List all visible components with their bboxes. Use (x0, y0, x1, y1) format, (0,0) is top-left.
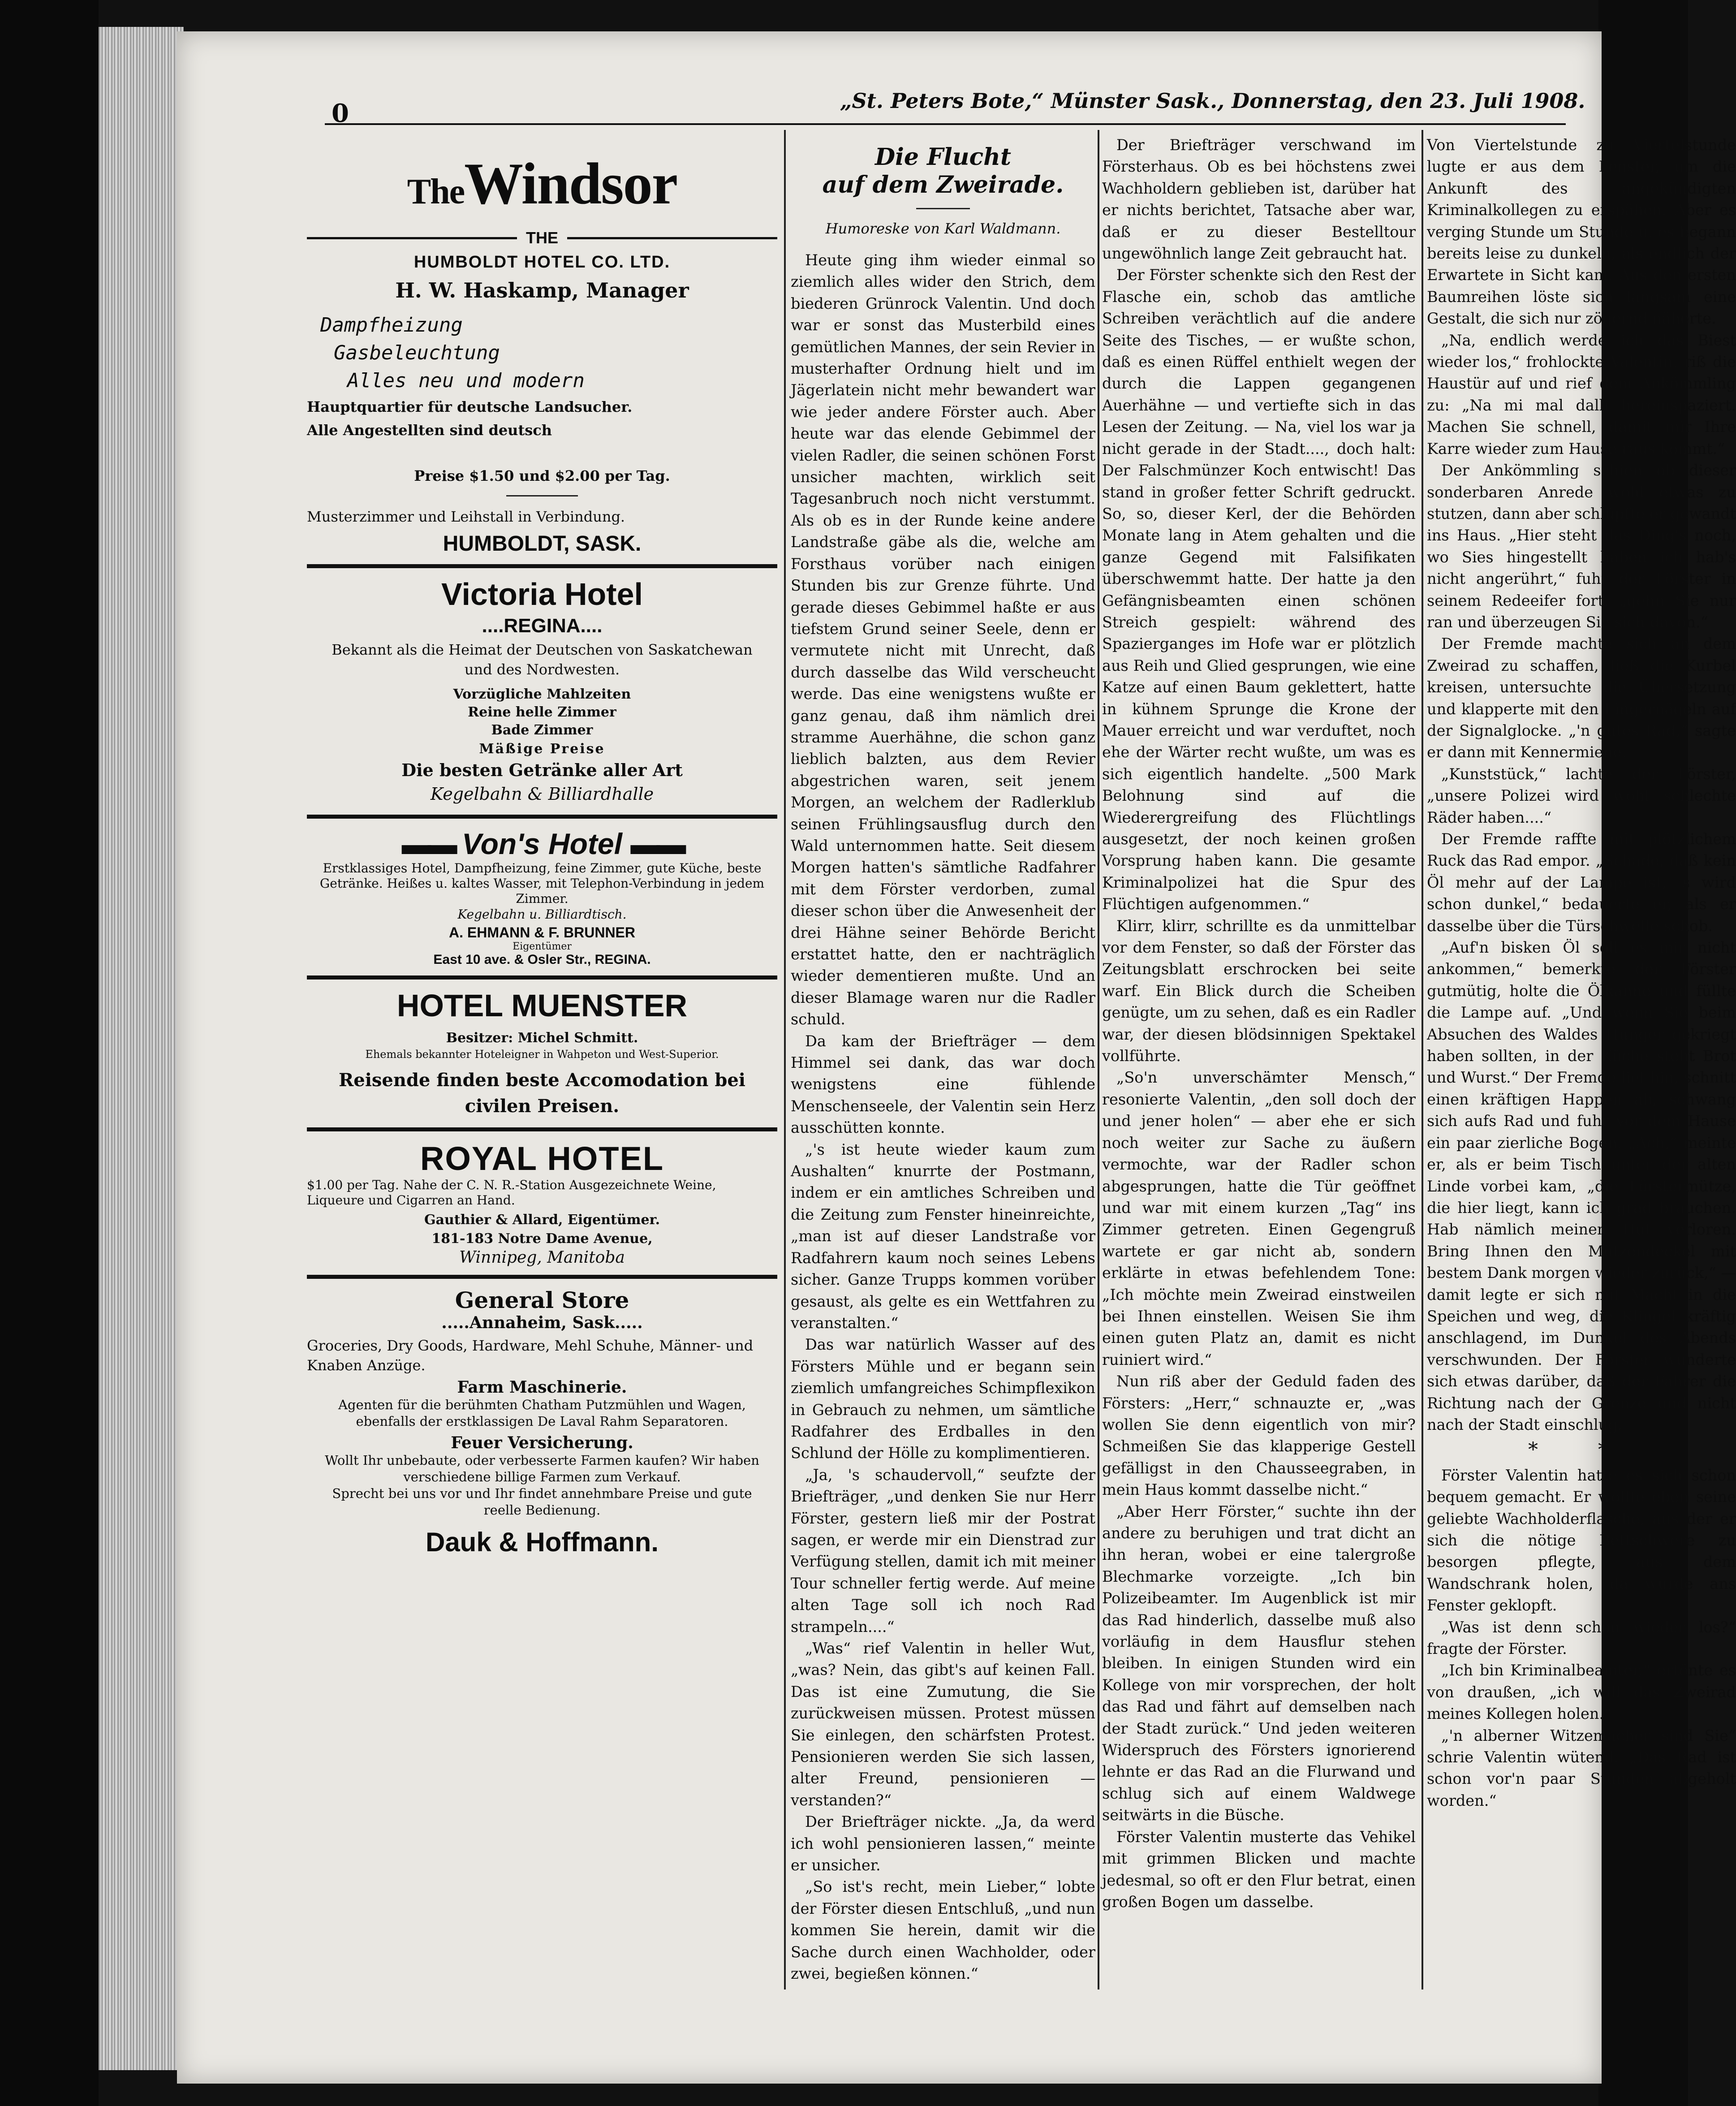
article-title: Die Flucht auf dem Zweirade. (822, 143, 1064, 199)
victoria-last: Kegelbahn & Billiardhalle (430, 784, 654, 804)
windsor-prices: Preise $1.50 und $2.00 per Tag. (414, 467, 670, 484)
store-goods: Groceries, Dry Goods, Hardware, Mehl Schuhe, Männer- und Knaben Anzüge. (307, 1337, 754, 1374)
windsor-hand-line: Gasbeleuchtung (334, 341, 500, 364)
victoria-city: ....REGINA.... (482, 615, 603, 637)
column-rule (784, 130, 786, 1989)
paragraph: Heute ging ihm wieder einmal so ziemlich alles wider den Strich, dem biederen Grünrock Valentin. Und doch war er sonst das Musterbild eines gemütlichen Mannes, der sein Revier in musterhafter Ordnung hielt und im Jägerlatein nicht mehr bewandert war wie jeder andere Förster auch. Aber heute war das elende Gebimmel der vielen Radler, die seinen schönen Forst unsicher machten, wirklich seit Tagesanbruch noch nicht verstummt. Als ob es in der Runde keine andere Landstraße gäbe als die, welche am Forsthaus vorüber nach einigen Stunden bis zur Grenze führte. Und gerade dieses Gebimmel haßte er aus tiefstem Grund seiner Seele, denn er vermutete nicht mit Unrecht, daß durch dasselbe das Wild verscheucht werde. Das eine wenigstens wußte er ganz genau, daß ihm nämlich drei stramme Auerhähne, die schon ganz lieblich balzten, aus dem Revier abgestrichen waren, seit jenem Morgen, an welchem der Radlerklub seinen Frühlingsausflug durch den Wald unternommen hatte. Seit diesem Morgen hatten's sämtliche Radfahrer mit dem Förster verdorben, zumal dieser schon über die Anwesenheit der drei Hähne seiner Behörde Bericht erstattet hatte, den er nachträglich wieder dementieren mußte. Und an dieser Blamage waren nur die Radler schuld. (791, 251, 1095, 1028)
victoria-title: Victoria Hotel (441, 577, 643, 612)
store-title: General Store (455, 1287, 629, 1313)
paragraph: „'s ist heute wieder kaum zum Aushalten“ knurrte der Postmann, indem er ein amtliches Schreiben und die Zeitung zum Fenster hineinreichte, „man ist auf dieser Landstraße vor Radfahrern kaum noch seines Lebens sicher. Ganze Trupps kommen vorüber gesaust, als gelte es ein Wettfahren zu veranstalten.“ (791, 1140, 1095, 1332)
paragraph: „Aber Herr Förster,“ suchte ihn der andere zu beruhigen und trat dicht an ihn heran, wobei er eine talergroße Blechmarke vorzeigte. „Ich bin Polizeibeamter. Im Augenblick ist mir das Rad hinderlich, dasselbe muß also vorläufig in dem Hausflur stehen bleiben. In einigen Stunden wird ein Kollege von mir vorsprechen, der holt das Rad und fährt auf demselben nach der Stadt zurück.“ Und jeden weiteren Widerspruch des Försters ignorierend lehnte er das Rad an die Flurwand und schlug sich auf einem Waldwege seitwärts in die Büsche. (1102, 1502, 1416, 1824)
paragraph: Förster Valentin musterte das Vehikel mit grimmen Blicken und machte jedesmal, so oft er den Flur betrat, einen großen Bogen um dasselbe. (1102, 1828, 1416, 1911)
windsor-company: HUMBOLDT HOTEL CO. LTD. (414, 253, 671, 272)
windsor-place: HUMBOLDT, SASK. (443, 532, 642, 556)
paragraph: „Was ist denn schon wieder los?“ fragte der Förster. (1427, 1618, 1736, 1658)
ad-separator (307, 975, 777, 980)
muenster-title: HOTEL MUENSTER (396, 988, 688, 1023)
paragraph: „Auf'n bisken Öl soll es mir nicht ankommen,“ bemerkte der Förster gutmütig, holte die Ölkanne und füllte die Lampe auf. „Und wenn Sie beim Absuchen des Waldes Hunger gekriegt haben sollten, in der Küche steht Brot und Wurst.“ Der Fremde lief hin, schnitt einen kräftigen Happen ab, schwang sich aufs Rad und fuhr vor dem Hause ein paar zierliche Bogen. „Ach,“ meinte er, als er beim Tisch unter der alten Linde vorbei kam, „die Förstermütze, die hier liegt, kann ich grad brauchen. Hab nämlich meinen Hut verloren. Bring Ihnen den Mützendeckel mit bestem Dank morgen wieder zurück,“ — damit legte er sich mit Macht in die Speichen und weg, die Klingel kräftig anschlagend, im Dunkel des Abends verschwunden. Der Förster wunderte sich etwas darüber, daß der Fahrer die Richtung nach der Grenze und nicht nach der Stadt einschlug. (1427, 939, 1736, 1433)
paragraph: Förster Valentin hatte es sich schon bequem gemacht. Er wollte eben seine geliebte Wachholderflasche, aus der er sich die nötige Bettschwere zu besorgen pflegte, aus dem Wandschrank holen, da wurde ans Fenster geklopft. (1427, 1466, 1736, 1614)
header-rule (325, 123, 1566, 125)
ad-hotel-muenster (307, 988, 777, 1119)
book-page-edges (99, 27, 184, 2070)
ad-separator (307, 1275, 777, 1279)
vons-address: East 10 ave. & Osler Str., REGINA. (433, 952, 651, 967)
ad-vons-hotel (307, 827, 777, 967)
paragraph: „'n alberner Witzemacher sind Sie“ schrie Valentin wütend. „Das Rad ist schon vor'n paar Stunden abgeholt worden.“ (1427, 1726, 1736, 1809)
film-border-left (0, 0, 99, 2106)
victoria-text: Bekannt als die Heimat der Deutschen von Saskatchewan und des Nordwesten. (332, 641, 753, 678)
paragraph: Klirr, klirr, schrillte es da unmittelbar vor dem Fenster, so daß der Förster das Zeitungsblatt erschrocken bei seite warf. Ein Blick durch die Scheiben genügte, um zu sehen, daß es ein Radler war, der diesen blödsinnigen Spektakel vollführte. (1102, 917, 1416, 1065)
paragraph: Der Fremde machte sich an dem Zweirad zu schaffen, ließ die Kurbel kreisen, untersuchte die Übersetzung und klapperte mit den Fingernägeln auf der Signalglocke. „'n gutes Rad,“ sagte er dann mit Kennermiene. (1427, 635, 1736, 761)
article-text (1427, 134, 1736, 1812)
windsor-line: Alle Angestellten sind deutsch (307, 422, 552, 439)
paragraph: Der Briefträger nickte. „Ja, da werd ich wohl pensionieren lassen,“ meinte er unsicher. (791, 1813, 1095, 1874)
ad-royal-hotel (307, 1139, 777, 1267)
vons-owners: A. EHMANN & F. BRUNNER (449, 924, 635, 941)
store-place: .....Annaheim, Sask..... (441, 1313, 643, 1332)
article-column-3 (1427, 134, 1736, 1981)
page-number: 0 (332, 99, 349, 128)
windsor-title: TheWindsor (407, 151, 677, 216)
paragraph: „So ist's recht, mein Lieber,“ lobte der Förster diesen Entschluß, „und nun kommen Sie herein, damit wir die Sache durch einen Wachholder, oder zwei, begießen können.“ (791, 1878, 1095, 1983)
royal-owners: Gauthier & Allard, Eigentümer. (424, 1212, 660, 1228)
running-head: „St. Peters Bote,“ Münster Sask., Donnerstag, den 23. Juli 1908. (840, 89, 1585, 113)
vons-owners-label: Eigentümer (513, 941, 572, 952)
muenster-former: Ehemals bekannter Hoteleigner in Wahpeton und West-Superior. (365, 1048, 719, 1061)
vons-text: Erstklassiges Hotel, Dampfheizung, feine Zimmer, gute Küche, beste Getränke. Heißes u. kaltes Wasser, mit Telephon-Verbindung in jedem Zimmer. (319, 861, 765, 906)
paragraph: Der Ankömmling schien ob dieser sonderbaren Anrede wohl etwas zu stutzen, dann aber schlüpfte er gewandt ins Haus. „Hier steht das Ding's noch, wo Sies hingestellt haben ich hab's nicht angerührt,“ fuhr der Förster in seinem Redeeifer fort, „gehn Sie nur ran und überzeugen Sie sich davon.“ (1427, 462, 1736, 631)
store-fire-title: Feuer Versicherung. (451, 1433, 633, 1452)
section-stars: * * (1528, 1438, 1635, 1462)
paragraph: Der Förster schenkte sich den Rest der Flasche ein, schob das amtliche Schreiben verächtlich auf die andere Seite des Tisches, — er wußte schon, daß es einen Rüffel enthielt wegen der durch die Lappen gegangenen Auerhähne — und vertiefte sich in das Lesen der Zeitung. — Na, viel los war ja nicht gerade in der Stadt...., doch halt: Der Falschmünzer Koch entwischt! Das stand in großer fetter Schrift gedruckt. So, so, dieser Kerl, der die Behörden Monate lang in Atem gehalten und die ganze Gegend mit Falsifikaten überschwemmt hatte. Der hatte ja den Gefängnisbeamten einen schönen Streich gespielt: während des Spazierganges im Hofe war er plötzlich aus Reih und Glied gesprungen, wie eine Katze auf einen Baum geklettert, hatte in kühnem Sprunge die Krone der Mauer erreicht und war verduftet, noch ehe der Wärter recht wußte, um was es sich eigentlich handelte. „500 Mark Belohnung sind auf die Wiederergreifung des Flüchtlings ausgesetzt, der noch keinen großen Vorsprung haben kann. Die gesamte Kriminalpolizei hat die Spur des Flüchtigen aufgenommen.“ (1102, 266, 1416, 913)
windsor-hand-line: Alles neu und modern (347, 369, 585, 392)
ads-column (307, 134, 777, 1994)
paragraph: „So'n unverschämter Mensch,“ resonierte Valentin, „den soll doch der und jener holen“ — aber ehe er sich noch weiter zur Sache zu äußern vermochte, war der Radler schon abgesprungen, hatte die Tür geöffnet und war mit einem kurzen „Tag“ ins Zimmer getreten. Einen Gegengruß wartete er gar nicht ab, sondern erklärte in etwas befehlendem Tone: „Ich möchte mein Zweirad einstweilen bei Ihnen einstellen. Weisen Sie ihm einen guten Platz an, damit es nicht ruiniert wird.“ (1102, 1069, 1416, 1368)
article-column-2 (1102, 134, 1416, 1981)
paragraph: Da kam der Briefträger — dem Himmel sei dank, das war doch wenigstens eine fühlende Menschenseele, der Valentin sein Herz ausschütten konnte. (791, 1032, 1095, 1137)
windsor-line: Musterzimmer und Leihstall in Verbindung. (307, 508, 625, 525)
windsor-line: Hauptquartier für deutsche Landsucher. (307, 398, 633, 415)
paragraph: „Kunststück,“ lachte der Förster, „unsere Polizei wird wohl schlechte Räder haben....“ (1427, 765, 1736, 826)
ad-separator (307, 564, 777, 568)
ad-windsor (307, 152, 777, 556)
paragraph: Der Briefträger verschwand im Försterhaus. Ob es bei höchstens zwei Wachholdern geblieben ist, darüber hat er nichts berichtet, Tatsache aber war, daß er zu dieser Bestelltour ungewöhnlich lange Zeit gebraucht hat. (1102, 136, 1416, 263)
article-text (791, 250, 1095, 1985)
paragraph: Das war natürlich Wasser auf des Försters Mühle und er begann sein ziemlich umfangreiches Schimpflexikon in Gebrauch zu nehmen, um sämtliche Radfahrer des Erdballes in den Schlund der Hölle zu komplimentieren. (791, 1336, 1095, 1462)
article-column-1 (791, 134, 1095, 1983)
ad-general-store (307, 1287, 777, 1558)
paragraph: „Ja, 's schaudervoll,“ seufzte der Briefträger, „und denken Sie nur Herr Förster, gestern ließ mir der Postrat sagen, er werde mir ein Dienstrad zur Verfügung stellen, damit ich mit meiner Tour schneller fertig werde. Auf meine alten Tage soll ich noch Rad strampeln....“ (791, 1466, 1095, 1636)
ad-victoria-hotel (307, 576, 777, 807)
store-firm: Dauk & Hoffmann. (425, 1527, 659, 1557)
store-fire-text: Wollt Ihr unbebaute, oder verbesserte Farmen kaufen? Wir haben verschiedene billige Farmen zum Verkauf. (325, 1453, 759, 1485)
paragraph: Der Fremde raffte mit plötzlichem Ruck das Rad empor. „Schade, daß kein Öl mehr auf der Lampe ist, 's wird schon dunkel,“ bedauerte er, als er dasselbe über die Türschwelle schob. (1427, 830, 1736, 935)
muenster-owner: Besitzer: Michel Schmitt. (446, 1030, 638, 1046)
column-rule (1098, 130, 1099, 1989)
victoria-line: Reine helle Zimmer (468, 704, 616, 720)
vons-text2: Kegelbahn u. Billiardtisch. (457, 907, 627, 922)
paragraph: „Na, endlich werde ich das Biest wieder los,“ frohlockte Valentin, riß die Haustür auf und rief dem Ankömmling zu: „Na mi mal dalli hereinspaziert. Machen Sie schnell, damit mir Ihre Karre wieder zum Hause raus kommt.“ (1427, 331, 1736, 457)
store-fire-text2: Sprecht bei uns vor und Ihr findet annehmbare Preise und gute reelle Bedienung. (332, 1486, 752, 1518)
article-subtitle: Humoreske von Karl Waldmann. (825, 220, 1061, 237)
paragraph: Von Viertelstunde zu Viertelstunde lugte er aus dem Fenster, um die Ankunft des angekündigten Kriminalkollegen zu erspähen. Aber es verging Stunde um Stunde u. es begann bereits leise zu dunkeln, als endlich der Erwartete in Sicht kam. Aus den ersten Baumreihen löste sich langsam eine Gestalt, die sich nur zögernd näherte. (1427, 136, 1736, 328)
windsor-hand-line: Dampfheizung (320, 314, 463, 337)
victoria-line: Vorzügliche Mahlzeiten (453, 686, 631, 702)
newspaper-page (177, 31, 1736, 2084)
ad-divider (506, 495, 578, 496)
ad-separator (307, 1127, 777, 1131)
victoria-line: Die besten Getränke aller Art (401, 760, 683, 780)
victoria-line: Bade Zimmer (491, 722, 593, 738)
victoria-line: Mäßige Preise (479, 741, 605, 757)
windsor-the-line: THE (307, 229, 777, 247)
royal-title: ROYAL HOTEL (420, 1140, 664, 1177)
ad-separator (307, 815, 777, 819)
title-rule (916, 208, 970, 209)
column-rule (1422, 130, 1423, 1989)
royal-text: $1.00 per Tag. Nahe der C. N. R.-Station Ausgezeichnete Weine, Liqueure und Cigarren an Hand. (307, 1178, 716, 1208)
store-farm-title: Farm Maschinerie. (457, 1378, 627, 1397)
paragraph: „Was“ rief Valentin in heller Wut, „was? Nein, das gibt's auf keinen Fall. Das ist eine Zumutung, die Sie zurückweisen müssen. Protest müssen Sie einlegen, den schärfsten Protest. Pensionieren werden Sie sich lassen, alter Freund, pensionieren — verstanden?“ (791, 1640, 1095, 1809)
royal-city: Winnipeg, Manitoba (459, 1248, 625, 1267)
store-farm-text: Agenten für die berühmten Chatham Putzmühlen und Wagen, ebenfalls der erstklassigen De Laval Rahm Separatoren. (338, 1397, 746, 1429)
vons-title: ▬▬ Von's Hotel ▬▬ (401, 827, 683, 860)
article-text (1102, 134, 1416, 1913)
paragraph: „Ich bin Kriminalbeamter,“ ertönte es von draußen, „ich will das Zweirad meines Kollegen holen.“ (1427, 1661, 1736, 1723)
windsor-manager: H. W. Haskamp, Manager (395, 278, 689, 302)
muenster-slogan: Reisende finden beste Accomodation bei civilen Preisen. (339, 1070, 745, 1117)
royal-address: 181-183 Notre Dame Avenue, (431, 1231, 653, 1247)
paragraph: Nun riß aber der Geduld faden des Försters: „Herr,“ schnauzte er, „was wollen Sie denn eigentlich von mir? Schmeißen Sie das klapperige Gestell gefälligst in den Chausseegraben, in mein Haus kommt dasselbe nicht.“ (1102, 1372, 1416, 1499)
